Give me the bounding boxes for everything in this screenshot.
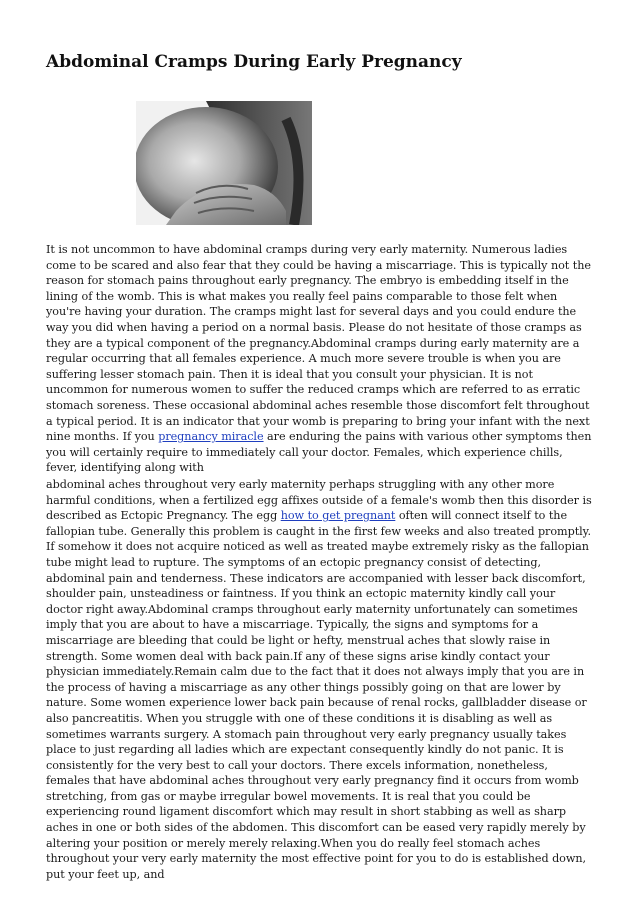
paragraph-1-text-start: It is not uncommon to have abdominal cramps during very early maternity. Numerous ladies come to be scared and also fear that they could be having a miscarriage. This is typically not the reason for stomach pains throughout early pregnancy. The embryo is embedding itself in the lining of the womb. This is what makes you really feel pains comparable to those felt when you're having your duration. The cramps might last for several days and you could endure the way you did when having a period on a normal basis. Please do not hesitate of those cramps as they are a typical component of the pregnancy.Abdominal cramps during early maternity are a regular occurring that all females experience. A much more severe trouble is when you are suffering lesser stomach pain. Then it is ideal that you consult your physician. It is not uncommon for numerous women to suffer the reduced cramps which are referred to as erratic stomach soreness. These occasional abdominal aches resemble those discomfort felt throughout a typical period. It is an indicator that your womb is preparing to bring your infant with the next nine months. If you bbox=[46, 243, 591, 444]
body-paragraph-1 bbox=[46, 242, 594, 476]
paragraph-2-text-end: often will connect itself to the fallopian tube. Generally this problem is caught in the first few weeks and also treated promptly. If somehow it does not acquire noticed as well as treated maybe extremely risky as the fallopian tube might lead to rupture. The symptoms of an ectopic pregnancy consist of detecting, abdominal pain and tenderness. These indicators are accompanied with lesser back discomfort, shoulder pain, unsteadiness or faintness. If you think an ectopic maternity kindly call your doctor right away.Abdominal cramps throughout early maternity unfortunately can sometimes imply that you are about to have a miscarriage. Typically, the signs and symptoms for a miscarriage are bleeding that could be light or hefty, menstrual aches that slowly raise in strength. Some women deal with back pain.If any of these signs arise kindly contact your physician immediately.Remain calm due to the fact that it does not always imply that you are in the process of having a miscarriage as any other things possibly going on that are lower by nature. Some women experience lower back pain because of renal rocks, gallbladder disease or also pancreatitis. When you struggle with one of these conditions it is disabling as well as sometimes warrants surgery. A stomach pain throughout very early pregnancy usually takes place to just regarding all ladies which are expectant consequently kindly do not panic. It is consistently for the very best to call your doctors. There excels information, nonetheless, females that have abdominal aches throughout very early pregnancy find it occurs from womb stretching, from gas or maybe irregular bowel movements. It is real that you could be experiencing round ligament discomfort which may result in short stabbing as well as sharp aches in one or both sides of the abdomen. This discomfort can be eased very rapidly merely by altering your position or merely merely relaxing.When you do really feel stomach aches throughout your very early maternity the most effective point for you to do is established down, put your feet up, and bbox=[46, 509, 591, 881]
page-title: Abdominal Cramps During Early Pregnancy bbox=[46, 52, 462, 72]
paragraph-2-text-start: abdominal aches throughout very early maternity perhaps struggling with any other more harmful conditions, when a fertilized egg affixes outside of a female's womb then this disorder is described as Ectopic Pregnancy. The egg bbox=[46, 478, 592, 523]
paragraph-1-text-end: are enduring the pains with various other symptoms then you will certainly require to immediately call your doctor. Females, which experience chills, fever, identifying along with bbox=[46, 430, 592, 475]
pregnancy-miracle-link[interactable]: pregnancy miracle bbox=[158, 430, 264, 444]
body-paragraph-2 bbox=[46, 477, 594, 882]
how-to-get-pregnant-link[interactable]: how to get pregnant bbox=[280, 509, 396, 523]
pregnancy-photo bbox=[136, 101, 312, 225]
